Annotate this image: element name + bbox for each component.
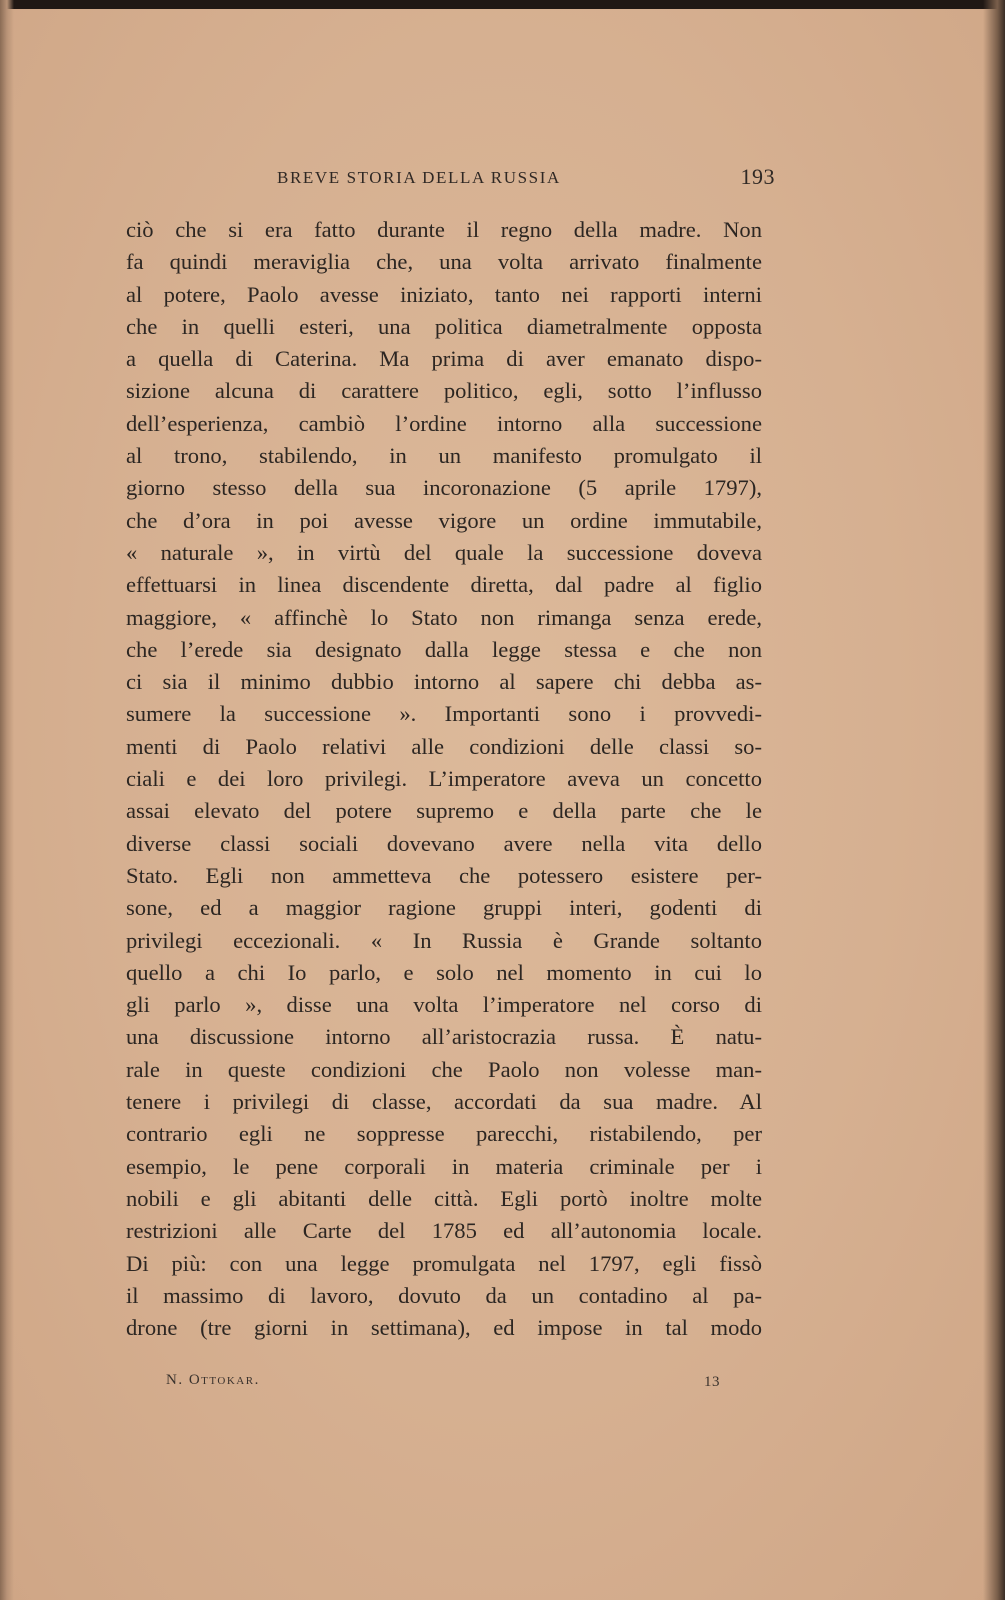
page-footer xyxy=(166,1372,726,1398)
text-line: sizione alcuna di carattere politico, egli, sotto l’influsso xyxy=(126,378,762,404)
body-text xyxy=(126,214,762,1344)
text-line: restrizioni alle Carte del 1785 ed all’autonomia locale. xyxy=(126,1218,762,1244)
text-line: tenere i privilegi di classe, accordati da sua madre. Al xyxy=(126,1089,762,1115)
page-left-edge xyxy=(0,0,14,1600)
text-line: drone (tre giorni in settimana), ed impose in tal modo xyxy=(126,1315,762,1341)
printer-signature: N. Ottokar. xyxy=(166,1372,260,1388)
text-line: Stato. Egli non ammetteva che potessero esistere per- xyxy=(126,862,762,888)
text-line: sumere la successione ». Importanti sono i provvedi- xyxy=(126,701,762,727)
text-line: che l’erede sia designato dalla legge stessa e che non xyxy=(126,636,762,662)
text-line: nobili e gli abitanti delle città. Egli portò inoltre molte xyxy=(126,1185,762,1211)
text-line: menti di Paolo relativi alle condizioni delle classi so- xyxy=(126,733,762,759)
text-line: rale in queste condizioni che Paolo non volesse man- xyxy=(126,1056,762,1082)
text-line: « naturale », in virtù del quale la successione doveva xyxy=(126,539,762,565)
text-line: ciò che si era fatto durante il regno della madre. Non xyxy=(126,217,762,242)
running-head xyxy=(125,164,775,194)
text-line: giorno stesso della sua incoronazione (5 aprile 1797), xyxy=(126,475,762,501)
running-title: BREVE STORIA DELLA RUSSIA xyxy=(277,168,561,187)
text-line: diverse classi sociali dovevano avere nella vita dello xyxy=(126,830,762,856)
page-right-edge xyxy=(983,0,1005,1600)
text-line: fa quindi meraviglia che, una volta arrivato finalmente xyxy=(126,249,762,275)
text-line: gli parlo », disse una volta l’imperatore nel corso di xyxy=(126,992,762,1018)
page-top-edge xyxy=(0,0,1005,9)
text-line: sone, ed a maggior ragione gruppi interi, godenti di xyxy=(126,895,762,921)
text-line: che d’ora in poi avesse vigore un ordine immutabile, xyxy=(126,507,762,533)
text-line: privilegi eccezionali. « In Russia è Grande soltanto xyxy=(126,927,762,953)
text-line: che in quelli esteri, una politica diametralmente opposta xyxy=(126,313,762,339)
text-line: al potere, Paolo avesse iniziato, tanto nei rapporti interni xyxy=(126,281,762,307)
text-line: contrario egli ne soppresse parecchi, ristabilendo, per xyxy=(126,1121,762,1147)
text-line: esempio, le pene corporali in materia criminale per i xyxy=(126,1153,762,1179)
text-line: effettuarsi in linea discendente diretta, dal padre al figlio xyxy=(126,572,762,598)
text-line: una discussione intorno all’aristocrazia russa. È natu- xyxy=(126,1024,762,1050)
text-line: quello a chi Io parlo, e solo nel momento in cui lo xyxy=(126,959,762,985)
text-line: assai elevato del potere supremo e della parte che le xyxy=(126,798,762,824)
text-line: ci sia il minimo dubbio intorno al sapere chi debba as- xyxy=(126,669,762,695)
text-line: dell’esperienza, cambiò l’ordine intorno alla successione xyxy=(126,410,762,436)
text-line: a quella di Caterina. Ma prima di aver emanato dispo- xyxy=(126,346,762,372)
page-number: 193 xyxy=(740,164,775,189)
signature-number: 13 xyxy=(704,1374,720,1390)
text-line: al trono, stabilendo, in un manifesto promulgato il xyxy=(126,443,762,469)
text-line: ciali e dei loro privilegi. L’imperatore aveva un concetto xyxy=(126,766,762,792)
text-line: Di più: con una legge promulgata nel 1797, egli fissò xyxy=(126,1250,762,1276)
text-line: il massimo di lavoro, dovuto da un contadino al pa- xyxy=(126,1282,762,1308)
text-line: maggiore, « affinchè lo Stato non rimanga senza erede, xyxy=(126,604,762,630)
